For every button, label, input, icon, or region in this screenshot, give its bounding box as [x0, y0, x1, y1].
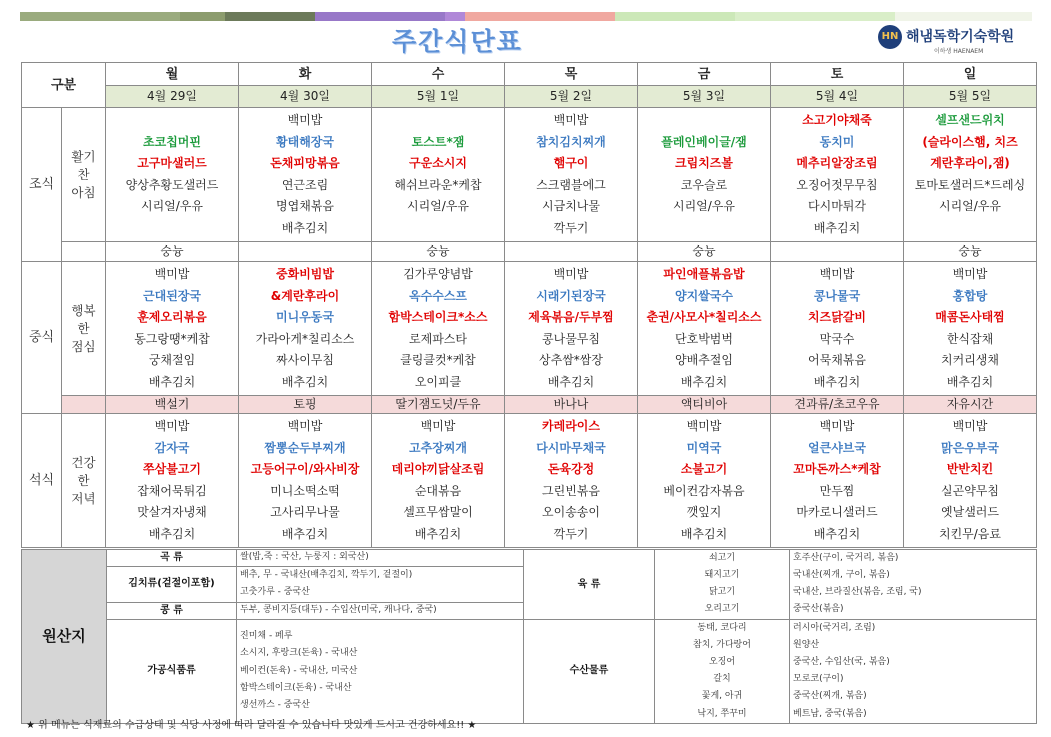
- day-header: 목: [505, 63, 638, 86]
- menu-item: 황태해장국: [276, 134, 334, 149]
- menu-item: 셀프무쌈말이: [403, 505, 473, 519]
- menu-item: 꼬마돈까스*케찹: [793, 462, 881, 476]
- snack-item: 액티비아: [638, 396, 771, 414]
- menu-item: 단호박범벅: [675, 331, 733, 346]
- meat-origin: 국내산, 브라질산(볶음, 조림, 국): [793, 587, 922, 598]
- meat-item: 쇠고기: [708, 553, 736, 564]
- menu-item: 플레인베이글/잼: [661, 134, 747, 149]
- sungnyung-item: [239, 242, 372, 262]
- after-row-spacer: [62, 242, 106, 262]
- menu-item: 코우슬로: [680, 177, 728, 192]
- menu-item: 깻잎지: [686, 505, 722, 519]
- menu-item: 근대된장국: [143, 288, 201, 303]
- meat-item: 돼지고기: [704, 570, 740, 581]
- menu-item: 가라아게*칠리소스: [255, 331, 355, 346]
- seafood-item: 낙지, 쭈꾸미: [697, 708, 747, 719]
- menu-item: (슬라이스햄, 치즈: [922, 134, 1018, 149]
- menu-item: 크림치즈볼: [675, 156, 733, 170]
- menu-item: [638, 218, 770, 240]
- menu-item: 배추김치: [680, 374, 728, 389]
- menu-cell: [106, 414, 239, 548]
- menu-item: 미역국: [686, 440, 722, 455]
- menu-item: 백미밥: [819, 267, 855, 281]
- menu-item: 배추김치: [148, 526, 196, 541]
- top-bar-segment: [315, 12, 445, 21]
- menu-item: 다시마튀각: [808, 199, 866, 213]
- top-bar-segment: [465, 12, 615, 21]
- menu-cell: [239, 262, 372, 396]
- kimchi-origin: [237, 566, 524, 602]
- seafood-origin: 중국산, 수입산(국, 볶음): [793, 656, 890, 667]
- menu-item: 그린빈볶음: [542, 483, 600, 498]
- academy-logo: [878, 24, 1028, 58]
- day-header: 수: [372, 63, 505, 86]
- menu-item: 셀프샌드위치: [935, 113, 1005, 127]
- date-header-row: [22, 86, 1037, 108]
- menu-cell: [505, 414, 638, 548]
- top-bar-segment: [225, 12, 315, 21]
- menu-item: 깍두기: [553, 220, 589, 235]
- kimchi-label: 김치류(겉절이포함): [107, 566, 237, 602]
- gubun-header: 구분: [22, 63, 106, 108]
- menu-item: 토스트*잼: [411, 134, 465, 149]
- menu-item: 만두찜: [819, 483, 855, 498]
- meal-name: 조식: [22, 108, 62, 262]
- processed-label: 가공식품류: [107, 619, 237, 723]
- menu-item: 양배추절임: [675, 353, 733, 367]
- menu-item: 배추김치: [946, 374, 994, 389]
- meal-subtitle-line: 아침: [71, 184, 96, 200]
- menu-cell: [771, 108, 904, 242]
- menu-item: 소고기야채죽: [802, 113, 872, 127]
- menu-item: 백미밥: [154, 419, 190, 433]
- menu-item: 배추김치: [547, 374, 595, 389]
- meat-origins: [790, 550, 1037, 620]
- menu-item: 배추김치: [813, 374, 861, 389]
- menu-item: 순대볶음: [414, 483, 462, 498]
- snack-item: 토핑: [239, 396, 372, 414]
- processed-line: 생선까스 - 중국산: [240, 699, 310, 710]
- kimchi-line: 고춧가루 - 중국산: [240, 587, 310, 597]
- menu-item: 옛날샐러드: [941, 505, 999, 519]
- menu-item: [372, 218, 504, 240]
- snack-item: 견과류/초코우유: [771, 396, 904, 414]
- menu-item: 중화비빔밥: [276, 267, 334, 281]
- meal-subtitle-line: 활기: [71, 148, 96, 164]
- logo-emblem: HN: [878, 25, 902, 49]
- menu-item: 오이송송이: [542, 505, 600, 519]
- menu-item: 배추김치: [813, 220, 861, 235]
- seafood-origin: 원양산: [793, 639, 820, 650]
- menu-item: 시리얼/우유: [672, 199, 735, 213]
- menu-item: 파인애플볶음밥: [663, 267, 745, 281]
- menu-cell: [106, 262, 239, 396]
- menu-item: 깍두기: [553, 526, 589, 541]
- menu-item: 시리얼/우유: [938, 199, 1001, 213]
- processed-origin: [237, 619, 524, 723]
- menu-item: 짬뽕순두부찌개: [264, 440, 346, 455]
- menu-cell: [106, 108, 239, 242]
- top-bar-segment: [615, 12, 735, 21]
- menu-item: 양지쌀국수: [675, 288, 733, 303]
- menu-item: 맛살겨자냉채: [137, 505, 207, 519]
- sungnyung-item: [771, 242, 904, 262]
- processed-line: 소시지, 후랑크(돈육) - 국내산: [240, 648, 358, 659]
- day-header-row: [22, 63, 1037, 86]
- date-header: 4월 29일: [106, 86, 239, 108]
- menu-cell: [505, 108, 638, 242]
- menu-item: 배추김치: [281, 374, 329, 389]
- menu-item: 백미밥: [553, 267, 589, 281]
- seafood-item: 오징어: [708, 656, 736, 667]
- menu-item: 미니소떡소떡: [270, 483, 340, 498]
- menu-item: 배추김치: [281, 220, 329, 235]
- menu-item: 제육볶음/두부찜: [528, 310, 614, 324]
- menu-item: 잡채어묵튀김: [137, 483, 207, 498]
- meal-subtitle: [62, 414, 106, 548]
- menu-item: 백미밥: [420, 419, 456, 433]
- menu-item: 한식잡채: [946, 331, 994, 346]
- menu-item: 고추장찌개: [409, 440, 467, 455]
- menu-item: 오이피클: [414, 374, 462, 389]
- menu-item: 시리얼/우유: [140, 199, 203, 213]
- menu-item: 오징어젓무무침: [796, 177, 878, 192]
- kimchi-line: 배추, 무 - 국내산(배추김치, 깍두기, 겉절이): [240, 570, 413, 580]
- menu-item: [106, 218, 238, 240]
- menu-item: 감자국: [154, 440, 190, 455]
- menu-item: 시금치나물: [542, 199, 600, 213]
- menu-item: 막국수: [819, 331, 855, 346]
- menu-item: 해쉬브라운*케찹: [394, 177, 482, 192]
- day-header: 월: [106, 63, 239, 86]
- top-bar-segment: [445, 12, 465, 21]
- top-bar-segment: [20, 12, 180, 21]
- sungnyung-item: 숭늉: [904, 242, 1037, 262]
- menu-item: 시리얼/우유: [406, 199, 469, 213]
- menu-item: &계란후라이: [270, 288, 340, 303]
- menu-item: 콩나물무침: [542, 331, 600, 346]
- menu-item: 옥수수스프: [409, 288, 467, 303]
- menu-item: 김가루양념밥: [403, 267, 473, 281]
- menu-item: 백미밥: [952, 267, 988, 281]
- seafood-origin: 모로코(구이): [793, 674, 844, 685]
- menu-item: 홍합탕: [952, 288, 988, 303]
- weekly-menu-table: [21, 62, 1037, 548]
- snack-item: 바나나: [505, 396, 638, 414]
- top-color-bar: [20, 12, 1032, 21]
- menu-item: 고등어구이/와사비장: [250, 462, 360, 476]
- menu-cell: [904, 262, 1037, 396]
- seafood-origin: 러시아(국거리, 조림): [793, 622, 876, 633]
- meat-origin: 국내산(찌개, 구이, 볶음): [793, 570, 890, 581]
- menu-item: 스크램블에그: [536, 177, 606, 192]
- meat-origin: 호주산(구이, 국거리, 볶음): [793, 553, 899, 564]
- meal-subtitle: [62, 262, 106, 396]
- menu-cell: [239, 108, 372, 242]
- menu-item: 배추김치: [813, 526, 861, 541]
- top-bar-segment: [895, 12, 1032, 21]
- menu-item: 돈육강정: [547, 462, 595, 476]
- menu-item: 백미밥: [287, 419, 323, 433]
- meat-item: 닭고기: [708, 587, 736, 598]
- origin-label: 원산지: [22, 550, 107, 724]
- menu-item: 짜사이무침: [276, 353, 334, 367]
- menu-cell: [771, 262, 904, 396]
- menu-item: 치즈닭갈비: [808, 310, 866, 324]
- menu-item: 백미밥: [154, 267, 190, 281]
- menu-item: 백미밥: [287, 113, 323, 127]
- menu-item: 콩나물국: [813, 288, 861, 303]
- menu-item: [904, 218, 1036, 240]
- sungnyung-item: 숭늉: [106, 242, 239, 262]
- menu-item: 훈제오리볶음: [137, 310, 207, 324]
- grain-label: 곡 류: [107, 550, 237, 567]
- meal-row: [22, 414, 1037, 548]
- meal-name: 중식: [22, 262, 62, 414]
- menu-item: 실곤약무침: [941, 483, 999, 498]
- day-header: 금: [638, 63, 771, 86]
- menu-item: 치커리생채: [941, 353, 999, 367]
- menu-item: 백미밥: [686, 419, 722, 433]
- sungnyung-item: 숭늉: [638, 242, 771, 262]
- processed-line: 진미채 - 페루: [240, 631, 293, 642]
- grain-origin: 쌀(밥,죽 : 국산, 누룽지 : 외국산): [237, 550, 524, 567]
- seafood-origins: [790, 619, 1037, 723]
- menu-item: 어묵채볶음: [808, 353, 866, 367]
- snack-item: 딸기잼도넛/두유: [372, 396, 505, 414]
- origin-table: [21, 549, 1037, 724]
- page-title: 주간식단표: [392, 27, 523, 56]
- menu-cell: [771, 414, 904, 548]
- menu-item: 소불고기: [680, 462, 728, 476]
- menu-item: [372, 110, 504, 132]
- menu-item: 배추김치: [414, 526, 462, 541]
- seafood-origin: 베트남, 중국(볶음): [793, 708, 867, 719]
- menu-item: 맑은우부국: [941, 440, 999, 455]
- meal-subtitle-line: 찬: [77, 166, 90, 182]
- snack-item: 백설기: [106, 396, 239, 414]
- menu-item: 고사리무나물: [270, 505, 340, 519]
- meal-subtitle-line: 한: [77, 472, 90, 488]
- menu-item: 로제파스타: [409, 331, 467, 346]
- menu-item: 백미밥: [553, 113, 589, 127]
- menu-cell: [372, 414, 505, 548]
- meal-subtitle-line: 점심: [71, 338, 96, 354]
- menu-item: 궁채절임: [148, 353, 196, 367]
- seafood-item: 꽃게, 아귀: [701, 691, 743, 702]
- menu-item: 햄구이: [553, 156, 589, 170]
- menu-item: 반반치킨: [946, 462, 994, 476]
- day-header: 화: [239, 63, 372, 86]
- menu-item: 쭈삼불고기: [143, 462, 201, 476]
- meat-origin: 중국산(볶음): [793, 604, 844, 615]
- meal-subtitle-line: 행복: [71, 302, 96, 318]
- seafood-items: [655, 619, 790, 723]
- meal-subtitle: [62, 108, 106, 242]
- menu-item: 카레라이스: [542, 419, 600, 433]
- menu-item: [106, 110, 238, 132]
- top-bar-segment: [180, 12, 225, 21]
- menu-item: 다시마무채국: [536, 440, 606, 455]
- menu-item: 치킨무/음료: [938, 526, 1001, 541]
- menu-item: 돈채피망볶음: [270, 156, 340, 170]
- menu-item: 백미밥: [819, 419, 855, 433]
- date-header: 5월 4일: [771, 86, 904, 108]
- processed-line: 베이컨(돈육) - 국내산, 미국산: [240, 665, 358, 676]
- meal-subtitle-line: 한: [77, 320, 90, 336]
- sungnyung-row: [22, 242, 1037, 262]
- menu-cell: [904, 108, 1037, 242]
- menu-item: 초코칩머핀: [143, 134, 201, 149]
- menu-cell: [638, 262, 771, 396]
- day-header: 일: [904, 63, 1037, 86]
- logo-subtitle: 이하생 HAENAEM: [934, 48, 984, 55]
- meal-row: [22, 108, 1037, 242]
- menu-item: 메추리알장조림: [796, 156, 878, 170]
- meal-name: 석식: [22, 414, 62, 548]
- date-header: 4월 30일: [239, 86, 372, 108]
- menu-item: 구운소시지: [409, 156, 467, 170]
- snack-row: [22, 396, 1037, 414]
- footer-note: ★ 위 메뉴는 식재료의 수급상태 및 식당 사정에 따라 달라질 수 있습니다 맛있게 드시고 건강하세요!! ★: [26, 720, 477, 731]
- menu-item: 동치미: [819, 134, 855, 149]
- meal-subtitle-line: 건강: [71, 454, 96, 470]
- menu-cell: [638, 108, 771, 242]
- meal-subtitle-line: 저녁: [71, 490, 96, 506]
- meat-label: 육 류: [524, 550, 655, 620]
- menu-item: 클링클컷*케찹: [400, 353, 476, 367]
- top-bar-segment: [735, 12, 895, 21]
- meat-item: 오리고기: [704, 604, 740, 615]
- menu-item: 고구마샐러드: [137, 156, 207, 170]
- date-header: 5월 1일: [372, 86, 505, 108]
- menu-item: 베이컨감자볶음: [663, 483, 745, 498]
- menu-item: 시래기된장국: [536, 288, 606, 303]
- menu-item: 토마토샐러드*드레싱: [914, 177, 1026, 192]
- date-header: 5월 5일: [904, 86, 1037, 108]
- after-row-spacer: [62, 396, 106, 414]
- menu-item: [638, 110, 770, 132]
- menu-cell: [904, 414, 1037, 548]
- menu-item: 얼큰샤브국: [808, 440, 866, 455]
- processed-line: 함박스테이크(돈육) - 국내산: [240, 682, 352, 693]
- menu-item: 배추김치: [680, 526, 728, 541]
- menu-cell: [505, 262, 638, 396]
- snack-item: 자유시간: [904, 396, 1037, 414]
- menu-item: 계란후라이,잼): [930, 156, 1010, 170]
- menu-cell: [372, 262, 505, 396]
- sungnyung-item: 숭늉: [372, 242, 505, 262]
- menu-item: 배추김치: [148, 374, 196, 389]
- menu-item: 춘권/사모사*칠리소스: [646, 310, 762, 324]
- date-header: 5월 2일: [505, 86, 638, 108]
- menu-cell: [638, 414, 771, 548]
- menu-item: 함박스테이크*소스: [388, 310, 488, 324]
- seafood-origin: 중국산(찌개, 볶음): [793, 691, 867, 702]
- menu-item: 양상추황도샐러드: [125, 177, 219, 192]
- menu-item: 참치김치찌개: [536, 134, 606, 149]
- seafood-item: 참치, 가다랑어: [693, 639, 751, 650]
- date-header: 5월 3일: [638, 86, 771, 108]
- day-header: 토: [771, 63, 904, 86]
- menu-item: 상추쌈*쌈장: [539, 353, 603, 367]
- menu-item: 백미밥: [952, 419, 988, 433]
- menu-item: 배추김치: [281, 526, 329, 541]
- menu-item: 연근조림: [281, 177, 329, 192]
- menu-item: 명엽채볶음: [276, 199, 334, 213]
- logo-name: 해냄독학기숙학원: [906, 29, 1015, 45]
- seafood-label: 수산물류: [524, 619, 655, 723]
- meat-items: [655, 550, 790, 620]
- menu-item: 데리야끼닭살조림: [391, 462, 485, 476]
- menu-item: 매콤돈사태찜: [935, 310, 1005, 324]
- sungnyung-item: [505, 242, 638, 262]
- menu-item: 마카로니샐러드: [796, 505, 878, 519]
- meal-row: [22, 262, 1037, 396]
- seafood-item: 동태, 코다리: [697, 622, 747, 633]
- menu-item: 미니우동국: [276, 310, 334, 324]
- menu-cell: [372, 108, 505, 242]
- menu-item: 동그랑땡*케찹: [134, 331, 210, 346]
- seafood-item: 갈치: [713, 674, 731, 685]
- bean-origin: 두부, 콩비지등(대두) - 수입산(미국, 캐나다, 중국): [237, 602, 524, 619]
- menu-cell: [239, 414, 372, 548]
- bean-label: 콩 류: [107, 602, 237, 619]
